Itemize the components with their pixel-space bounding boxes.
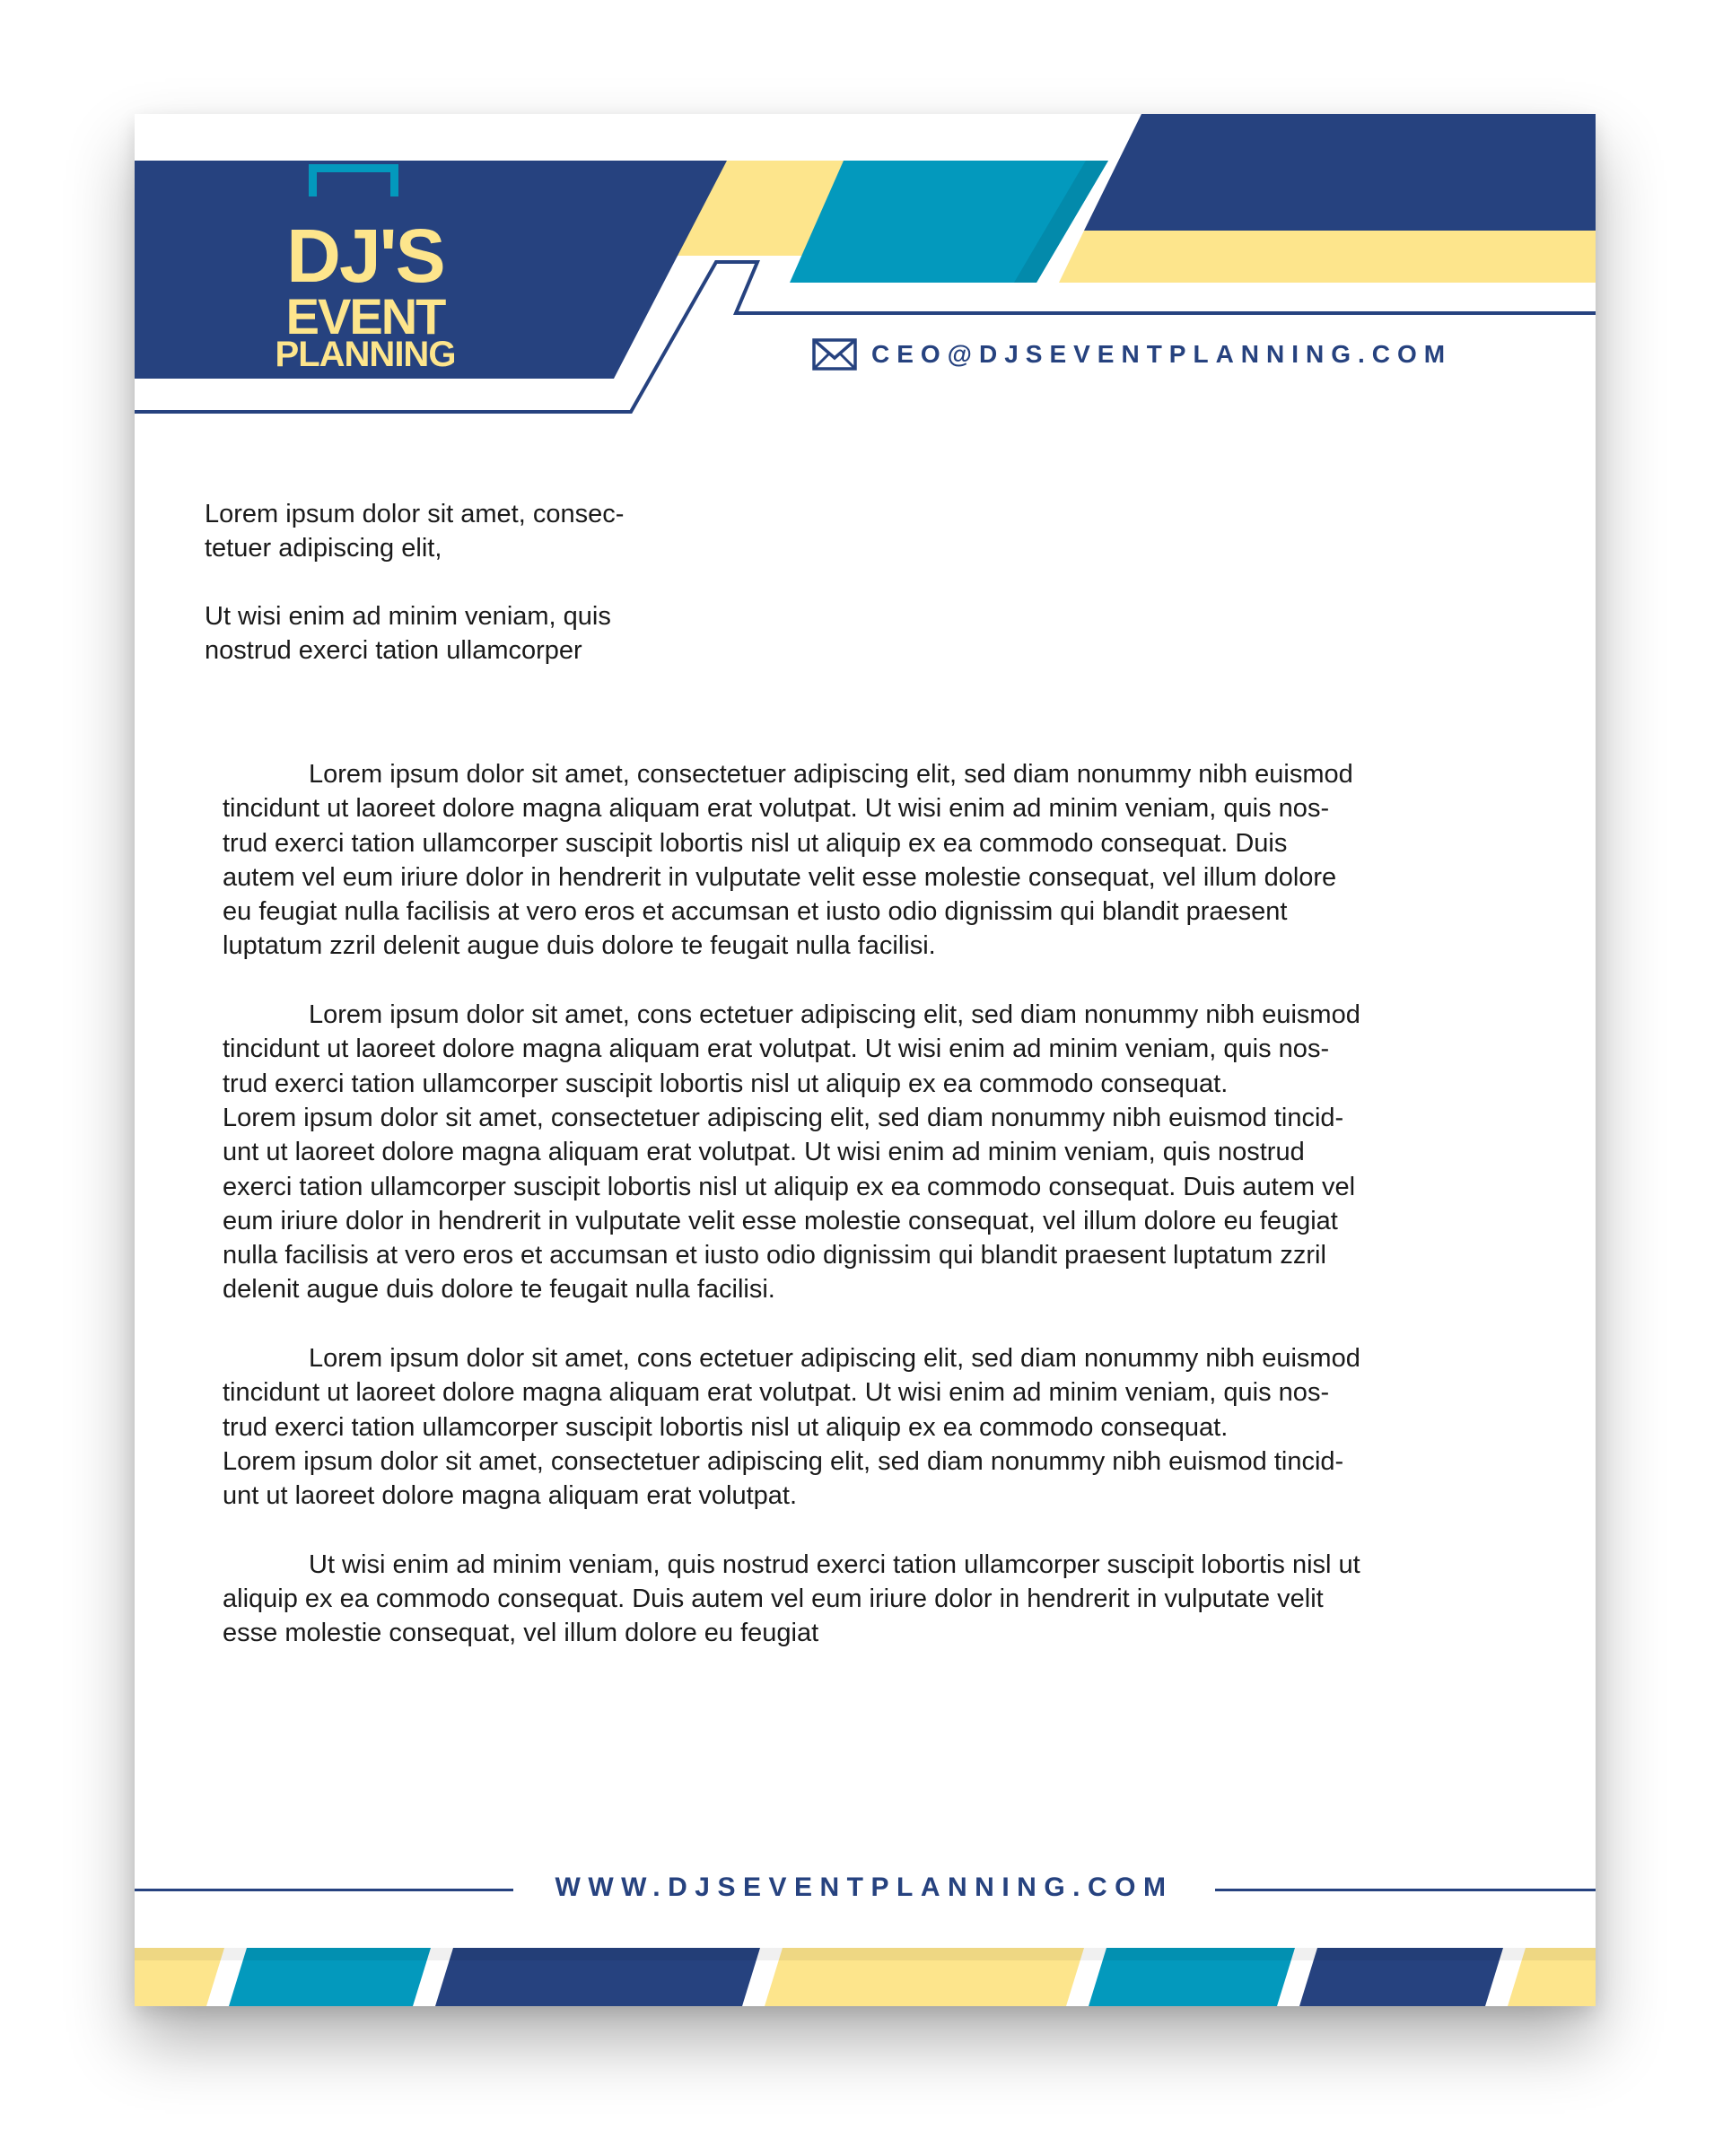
address-line: Lorem ipsum dolor sit amet, consec-	[205, 500, 625, 528]
body-line: tincidunt ut laoreet dolore magna aliquam erat volutpat. Ut wisi enim ad minim veniam, quis nos-	[223, 1034, 1330, 1064]
body-line: unt ut laoreet dolore magna aliquam erat volutpat.	[223, 1481, 798, 1511]
body-line: tincidunt ut laoreet dolore magna aliquam erat volutpat. Ut wisi enim ad minim veniam, quis nos-	[223, 1378, 1330, 1408]
address-block-1	[205, 497, 707, 565]
letter-body	[223, 757, 1501, 1685]
body-paragraph-4	[223, 1548, 1501, 1651]
body-line: trud exerci tation ullamcorper suscipit lobortis nisl ut aliquip ex ea commodo consequat. Duis	[223, 828, 1288, 858]
header-email[interactable]	[812, 336, 1452, 372]
body-paragraph-2	[223, 998, 1501, 1307]
logo-text-line-3: PLANNING	[275, 335, 456, 374]
body-line: tincidunt ut laoreet dolore magna aliquam erat volutpat. Ut wisi enim ad minim veniam, quis nos-	[223, 794, 1330, 824]
address-line: tetuer adipiscing elit,	[205, 534, 442, 563]
footer-website[interactable]: WWW.DJSEVENTPLANNING.COM	[555, 1872, 1174, 1902]
recipient-address-block	[205, 497, 707, 702]
envelope-icon	[812, 338, 857, 371]
body-line: unt ut laoreet dolore magna aliquam erat volutpat. Ut wisi enim ad minim veniam, quis nostrud	[223, 1138, 1305, 1167]
logo-briefcase-handle	[309, 164, 398, 200]
body-paragraph-3	[223, 1341, 1501, 1513]
letterhead-page	[135, 114, 1596, 2006]
body-line: Ut wisi enim ad minim veniam, quis nostrud exerci tation ullamcorper suscipit lobortis nisl ut	[309, 1549, 1360, 1579]
address-line: Ut wisi enim ad minim veniam, quis	[205, 602, 611, 631]
body-line: Lorem ipsum dolor sit amet, cons ectetuer adipiscing elit, sed diam nonummy nibh euismod	[309, 1000, 1360, 1030]
body-line: autem vel eum iriure dolor in hendrerit in vulputate velit esse molestie consequat, vel illum dolore	[223, 862, 1337, 892]
logo-text-line-1: DJ'S	[286, 214, 444, 298]
logo-text-line-2: EVENT	[285, 288, 445, 345]
body-line: luptatum zzril delenit augue duis dolore te feugait nulla facilisi.	[223, 931, 936, 961]
footer-graphic	[135, 1948, 1596, 2006]
body-line: Lorem ipsum dolor sit amet, consectetuer adipiscing elit, sed diam nonummy nibh euismod tincid-	[223, 1103, 1344, 1132]
header-navy-band-right	[1084, 114, 1596, 231]
body-line: eum iriure dolor in hendrerit in vulputate velit esse molestie consequat, vel illum dolore eu feugiat	[223, 1206, 1338, 1235]
body-line: Lorem ipsum dolor sit amet, consectetuer adipiscing elit, sed diam nonummy nibh euismod	[309, 760, 1353, 789]
email-address: CEO@DJSEVENTPLANNING.COM	[871, 340, 1453, 368]
address-block-2	[205, 599, 707, 668]
body-paragraph-1	[223, 757, 1501, 964]
header-yellow-band-right	[1059, 231, 1596, 283]
body-line: esse molestie consequat, vel illum dolore eu feugiat	[223, 1619, 819, 1648]
body-line: Lorem ipsum dolor sit amet, consectetuer adipiscing elit, sed diam nonummy nibh euismod tincid-	[223, 1446, 1344, 1476]
body-line: trud exerci tation ullamcorper suscipit lobortis nisl ut aliquip ex ea commodo consequat.	[223, 1069, 1229, 1098]
footer-divider-right	[1215, 1889, 1596, 1891]
body-line: nulla facilisis at vero eros et accumsan et iusto odio dignissim qui blandit praesent luptatum zzril	[223, 1241, 1326, 1270]
footer-divider-left	[135, 1889, 513, 1891]
body-line: aliquip ex ea commodo consequat. Duis autem vel eum iriure dolor in hendrerit in vulputate velit	[223, 1584, 1324, 1614]
address-line: nostrud exerci tation ullamcorper	[205, 636, 582, 665]
body-line: eu feugiat nulla facilisis at vero eros et accumsan et iusto odio dignissim qui blandit praesent	[223, 897, 1288, 927]
body-line: Lorem ipsum dolor sit amet, cons ectetuer adipiscing elit, sed diam nonummy nibh euismod	[309, 1344, 1360, 1374]
company-logo	[271, 164, 459, 380]
body-line: delenit augue duis dolore te feugait nulla facilisi.	[223, 1275, 775, 1305]
body-line: exerci tation ullamcorper suscipit lobortis nisl ut aliquip ex ea commodo consequat. Duis autem vel	[223, 1172, 1356, 1201]
body-line: trud exerci tation ullamcorper suscipit lobortis nisl ut aliquip ex ea commodo consequat.	[223, 1412, 1229, 1442]
